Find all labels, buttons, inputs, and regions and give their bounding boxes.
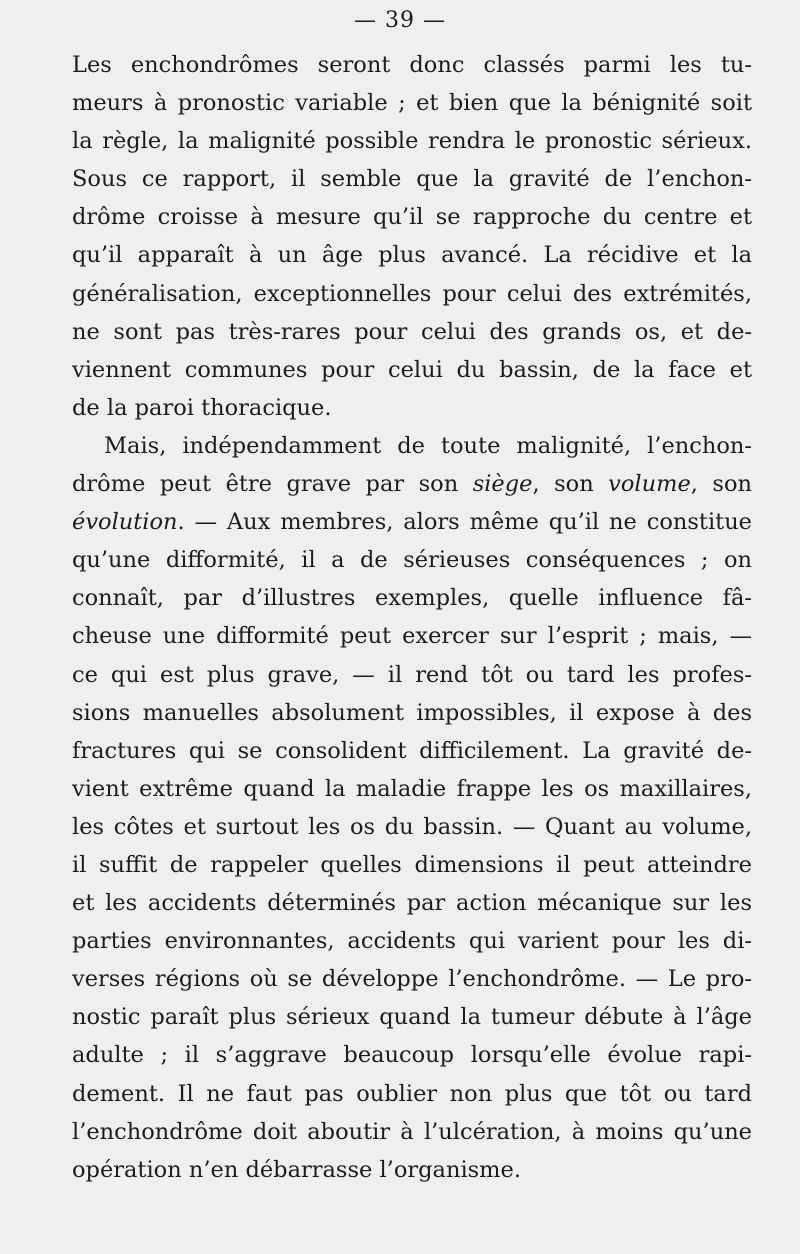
text-line: les côtes et surtout les os du bassin. — Quant au volume, <box>72 813 752 840</box>
italic-word-siege: siège <box>472 471 533 498</box>
text-line-with-italics <box>72 465 752 503</box>
text-line: l’enchondrôme doit aboutir à l’ulcération, à moins qu’une <box>72 1118 752 1145</box>
text-line-with-italics <box>72 503 752 541</box>
text-line: Les enchondrômes seront donc classés parmi les tu- <box>72 52 752 78</box>
text-segment: , son <box>690 471 752 498</box>
text-line: adulte ; il s’aggrave beaucoup lorsqu’elle évolue rapi- <box>72 1042 752 1069</box>
text-line: ce qui est plus grave, — il rend tôt ou tard les profes- <box>72 661 752 688</box>
text-line: nostic paraît plus sérieux quand la tumeur débute à l’âge <box>72 1004 752 1031</box>
text-line: meurs à pronostic variable ; et bien que la bénignité soit <box>72 90 752 117</box>
text-line: il suffit de rappeler quelles dimensions il peut atteindre <box>72 851 752 878</box>
text-line: qu’une difformité, il a de sérieuses conséquences ; on <box>72 547 752 574</box>
text-segment: drôme peut être grave par son <box>72 471 473 498</box>
text-line: connaît, par d’illustres exemples, quelle influence fâ- <box>72 585 752 612</box>
text-line: sions manuelles absolument impossibles, il expose à des <box>72 699 752 726</box>
text-line: cheuse une difformité peut exercer sur l’esprit ; mais, — <box>72 623 752 650</box>
paragraph-end-line: opération n’en débarrasse l’organisme. <box>72 1156 521 1183</box>
text-line: et les accidents déterminés par action mécanique sur les <box>72 890 752 917</box>
text-line: vient extrême quand la maladie frappe les os maxillaires, <box>72 775 752 802</box>
text-line: ne sont pas très-rares pour celui des grands os, et de- <box>72 318 752 345</box>
text-line: fractures qui se consolident difficilement. La gravité de- <box>72 737 752 764</box>
text-segment: . — Aux membres, alors même qu’il ne constitue <box>177 509 752 536</box>
body-text <box>72 46 752 1189</box>
text-line: généralisation, exceptionnelles pour celui des extrémités, <box>72 280 752 307</box>
text-line: drôme croisse à mesure qu’il se rapproche du centre et <box>72 204 752 231</box>
italic-word-evolution: évolution <box>72 509 178 536</box>
italic-word-volume: volume <box>608 471 691 498</box>
paragraph-end-line: de la paroi thoracique. <box>72 394 332 421</box>
text-segment: , son <box>532 471 609 498</box>
text-line: la règle, la malignité possible rendra le pronostic sérieux. <box>72 128 752 155</box>
text-line: dement. Il ne faut pas oublier non plus que tôt ou tard <box>72 1080 752 1107</box>
text-line: qu’il apparaît à un âge plus avancé. La récidive et la <box>72 242 752 269</box>
text-line: verses régions où se développe l’enchondrôme. — Le pro- <box>72 966 752 993</box>
page-number: — 39 — <box>354 8 446 33</box>
paragraph-start-line: Mais, indépendamment de toute malignité, l’enchon- <box>104 432 752 459</box>
text-line: viennent communes pour celui du bassin, de la face et <box>72 356 752 383</box>
text-line: parties environnantes, accidents qui varient pour les di- <box>72 928 752 955</box>
text-line: Sous ce rapport, il semble que la gravité de l’enchon- <box>72 166 752 193</box>
